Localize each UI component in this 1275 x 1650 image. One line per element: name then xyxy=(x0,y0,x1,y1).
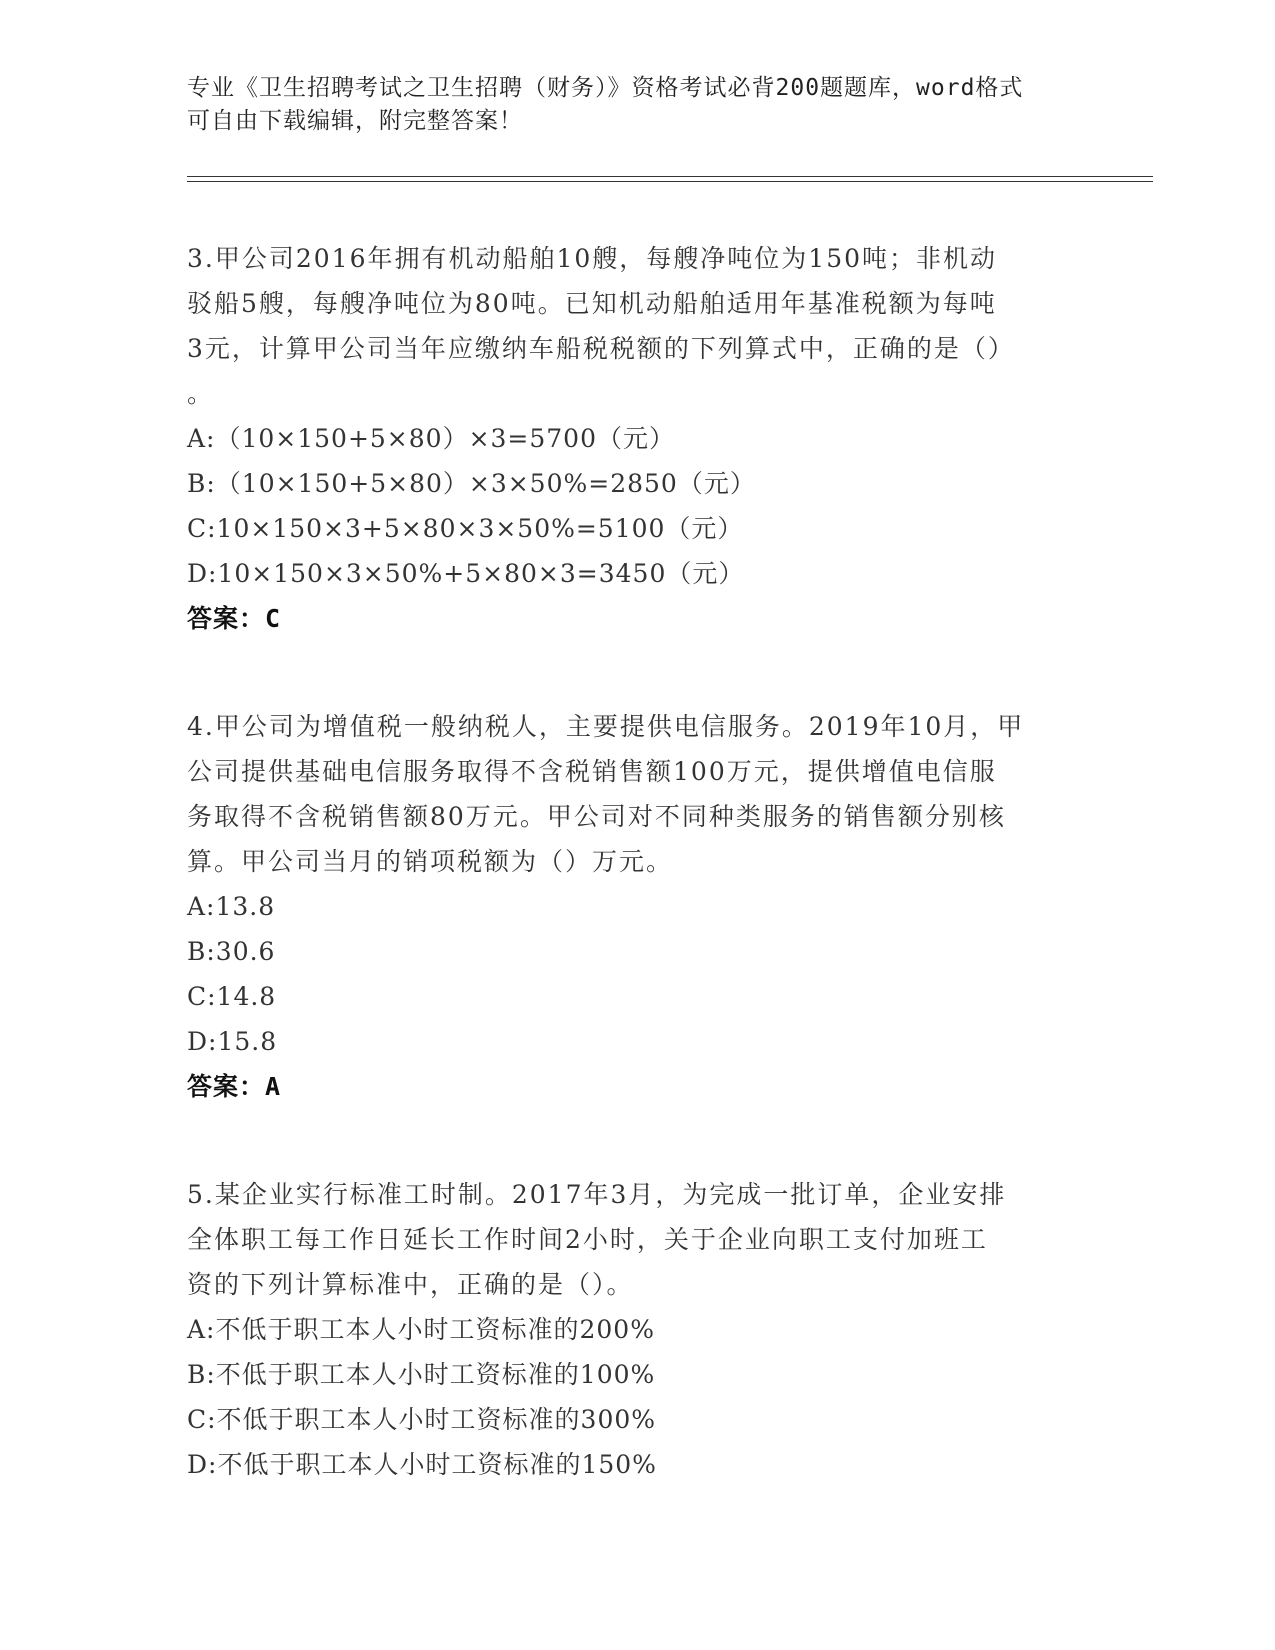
option-a: A:（10×150+5×80）×3=5700（元） xyxy=(187,424,675,453)
question-5 xyxy=(187,1172,1087,1487)
option-a: A:13.8 xyxy=(187,892,276,921)
option-d: D:10×150×3×50%+5×80×3=3450（元） xyxy=(187,559,745,588)
question-3 xyxy=(187,236,1087,642)
option-d: D:不低于职工本人小时工资标准的150% xyxy=(187,1450,657,1479)
question-text-line: 务取得不含税销售额80万元。甲公司对不同种类服务的销售额分别核 xyxy=(187,802,1006,831)
option-c: C:不低于职工本人小时工资标准的300% xyxy=(187,1405,657,1434)
option-b: B:（10×150+5×80）×3×50%=2850（元） xyxy=(187,469,756,498)
question-text-line: 公司提供基础电信服务取得不含税销售额100万元，提供增值电信服 xyxy=(187,757,997,786)
question-text-line: 5.某企业实行标准工时制。2017年3月，为完成一批订单，企业安排 xyxy=(187,1180,1007,1209)
answer-line: 答案：A xyxy=(187,1072,282,1101)
header-divider-top xyxy=(187,176,1153,177)
option-c: C:10×150×3+5×80×3×50%=5100（元） xyxy=(187,514,744,543)
question-text-line: 3.甲公司2016年拥有机动船舶10艘，每艘净吨位为150吨；非机动 xyxy=(187,244,998,273)
option-c: C:14.8 xyxy=(187,982,277,1011)
question-text-line: 驳船5艘，每艘净吨位为80吨。已知机动船舶适用年基准税额为每吨 xyxy=(187,289,997,318)
document-header xyxy=(187,72,1067,138)
question-text-line: 全体职工每工作日延长工作时间2小时，关于企业向职工支付加班工 xyxy=(187,1225,988,1254)
question-text-line: 3元，计算甲公司当年应缴纳车船税税额的下列算式中，正确的是（） xyxy=(187,334,1015,363)
question-text-line: 资的下列计算标准中，正确的是（）。 xyxy=(187,1270,634,1299)
header-line: 可自由下载编辑，附完整答案！ xyxy=(187,108,523,134)
question-text-line: 4.甲公司为增值税一般纳税人，主要提供电信服务。2019年10月，甲 xyxy=(187,712,1025,741)
question-list xyxy=(187,236,1087,1549)
answer-line: 答案：C xyxy=(187,604,282,633)
question-text-line: 算。甲公司当月的销项税额为（）万元。 xyxy=(187,847,674,876)
question-4 xyxy=(187,704,1087,1110)
question-text-line: 。 xyxy=(187,379,215,408)
option-b: B:30.6 xyxy=(187,937,276,966)
option-b: B:不低于职工本人小时工资标准的100% xyxy=(187,1360,656,1389)
option-a: A:不低于职工本人小时工资标准的200% xyxy=(187,1315,655,1344)
header-divider-bottom xyxy=(187,181,1153,182)
option-d: D:15.8 xyxy=(187,1027,278,1056)
header-line: 专业《卫生招聘考试之卫生招聘（财务）》资格考试必背200题题库，word格式 xyxy=(187,75,1024,101)
